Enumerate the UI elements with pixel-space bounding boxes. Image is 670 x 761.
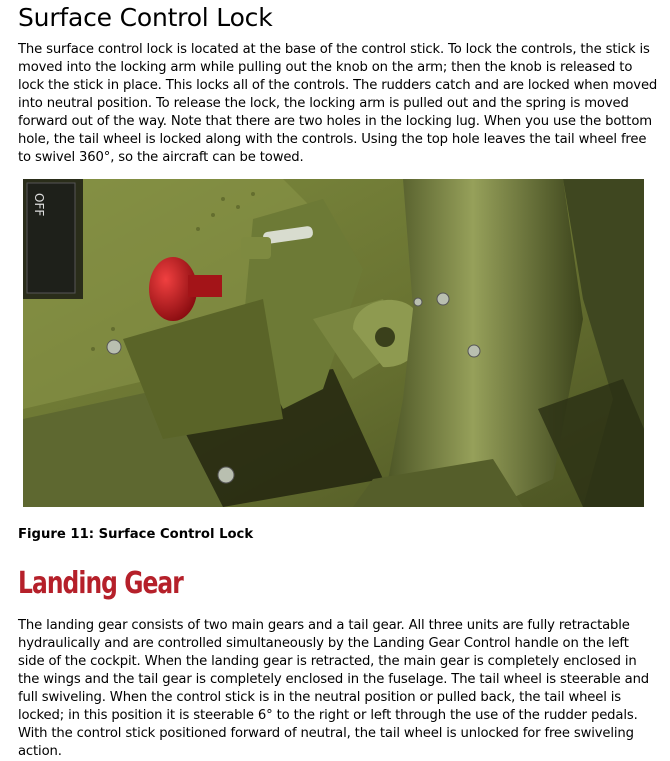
- surface-control-lock-image: [23, 179, 644, 507]
- panel-off-label: OFF: [32, 193, 46, 217]
- section-heading-landing-gear: Landing Gear: [18, 566, 183, 601]
- landing-gear-paragraph: The landing gear consists of two main gears and a tail gear. All three units are fully retractable hydraulically and are controlled simultaneously by the Landing Gear Control handle on the left side of the cockpit. When the landing gear is retracted, the main gear is completely enclosed in the wings and the tail gear is completely enclosed in the fuselage. The tail wheel is steerable and full swiveling. When the control stick is in the neutral position or pulled back, the tail wheel is locked; in this position it is steerable 6° to the right or left through the use of the rudder pedals. With the control stick positioned forward of neutral, the tail wheel is unlocked for free swiveling action.: [18, 618, 650, 759]
- figure-caption: Figure 11: Surface Control Lock: [18, 527, 254, 542]
- section-heading-surface-control-lock: Surface Control Lock: [18, 3, 273, 32]
- surface-control-lock-paragraph: The surface control lock is located at the base of the control stick. To lock the controls, the stick is moved into the locking arm while pulling out the knob on the arm; then the knob is released to lock the stick in place. This locks all of the controls. The rudders catch and are locked when moved into neutral position. To release the lock, the locking arm is pulled out and the spring is moved forward out of the way. Note that there are two holes in the locking lug. When you use the bottom hole, the tail wheel is locked along with the controls. Using the top hole leaves the tail wheel free to swivel 360°, so the aircraft can be towed.: [18, 42, 658, 165]
